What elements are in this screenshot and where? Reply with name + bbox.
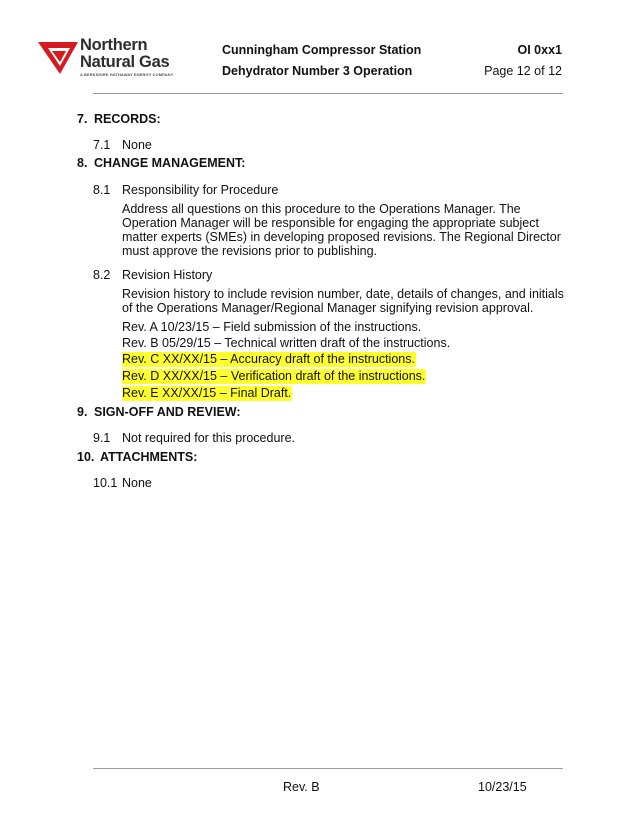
list-item — [93, 183, 278, 197]
revision-entry — [122, 386, 292, 400]
item-number: 8.1 — [93, 183, 111, 197]
section-heading-attachments — [77, 450, 197, 464]
section-title: RECORDS: — [94, 112, 161, 126]
list-item — [93, 476, 152, 490]
list-item — [93, 268, 212, 282]
item-number: 8.2 — [93, 268, 111, 282]
header-page-number: Page 12 of 12 — [484, 64, 562, 78]
logo-tagline: A BERKSHIRE HATHAWAY ENERGY COMPANY — [80, 72, 174, 77]
footer-divider — [93, 768, 563, 769]
revision-text: Rev. B 05/29/15 – Technical written draft of the instructions. — [122, 336, 451, 350]
item-text: None — [122, 138, 152, 152]
paragraph-responsibility: Address all questions on this procedure to the Operations Manager. The Operation Manager will be responsible for engaging the appropriate subject matter experts (SMEs) in developing proposed revisions. The Regional Director must approve the revisions prior to publishing. — [122, 202, 561, 258]
company-logo — [38, 30, 174, 80]
header-doc-id: OI 0xx1 — [517, 43, 562, 57]
revision-text: Rev. A 10/23/15 – Field submission of the instructions. — [122, 320, 422, 334]
revision-text-highlighted: Rev. C XX/XX/15 – Accuracy draft of the instructions. — [122, 352, 415, 366]
section-number: 10. — [77, 450, 95, 464]
section-heading-records — [77, 112, 161, 126]
item-number: 9.1 — [93, 431, 111, 445]
header-title: Cunningham Compressor Station — [222, 43, 422, 57]
section-number: 7. — [77, 112, 88, 126]
item-text: Responsibility for Procedure — [122, 183, 279, 197]
section-title: CHANGE MANAGEMENT: — [94, 156, 246, 170]
item-text: None — [122, 476, 152, 490]
item-text: Revision History — [122, 268, 213, 282]
item-text: Not required for this procedure. — [122, 431, 296, 445]
header-divider — [93, 93, 563, 94]
section-number: 9. — [77, 405, 88, 419]
section-title: ATTACHMENTS: — [100, 450, 198, 464]
section-number: 8. — [77, 156, 88, 170]
revision-entry — [122, 320, 421, 334]
revision-entry — [122, 369, 426, 383]
footer-date: 10/23/15 — [478, 780, 527, 794]
item-number: 7.1 — [93, 138, 111, 152]
logo-line-2: Natural Gas — [80, 53, 170, 71]
revision-entry — [122, 336, 450, 350]
revision-text-highlighted: Rev. E XX/XX/15 – Final Draft. — [122, 386, 292, 400]
item-number: 10.1 — [93, 476, 118, 490]
section-heading-change-management — [77, 156, 245, 170]
section-title: SIGN-OFF AND REVIEW: — [94, 405, 241, 419]
list-item — [93, 431, 295, 445]
paragraph-revision-history: Revision history to include revision number, date, details of changes, and initials of the Operations Manager/Regional Manager signifying revision approval. — [122, 287, 564, 315]
section-heading-sign-off — [77, 405, 241, 419]
logo-line-1: Northern — [80, 36, 148, 54]
logo-chevron-icon — [38, 34, 82, 78]
revision-text-highlighted: Rev. D XX/XX/15 – Verification draft of the instructions. — [122, 369, 426, 383]
list-item — [93, 138, 152, 152]
footer-revision: Rev. B — [283, 780, 320, 794]
header-subtitle: Dehydrator Number 3 Operation — [222, 64, 413, 78]
revision-entry — [122, 352, 416, 366]
